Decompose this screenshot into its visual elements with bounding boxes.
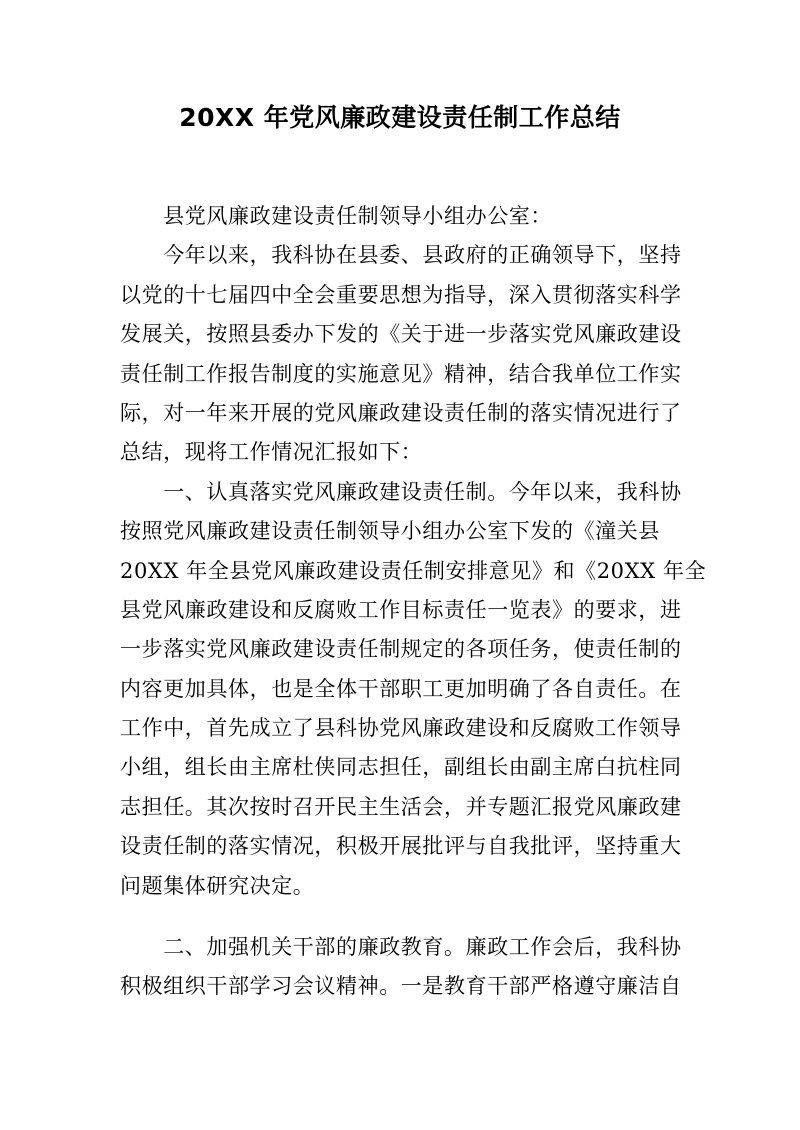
paragraph-line: 一、认真落实党风廉政建设责任制。今年以来，我科协 xyxy=(120,479,682,504)
paragraph-line: 工作中，首先成立了县科协党风廉政建设和反腐败工作领导 xyxy=(120,716,682,741)
paragraph-line: 发展关，按照县委办下发的《关于进一步落实党风廉政建设 xyxy=(120,322,682,347)
salutation-line: 县党风廉政建设责任制领导小组办公室： xyxy=(120,204,552,228)
paragraph-line: 内容更加具体，也是全体干部职工更加明确了各自责任。在 xyxy=(120,676,682,701)
paragraph-line: 二、加强机关干部的廉政教育。廉政工作会后，我科协 xyxy=(120,935,682,960)
paragraph-line: 总结，现将工作情况汇报如下： xyxy=(120,440,423,465)
document-title: 20XX 年党风廉政建设责任制工作总结 xyxy=(179,103,621,132)
paragraph-line: 一步落实党风廉政建设责任制规定的各项任务，使责任制的 xyxy=(120,637,682,662)
paragraph-line: 20XX 年全县党风廉政建设责任制安排意见》和《20XX 年全 xyxy=(120,558,707,583)
paragraph-gap xyxy=(120,906,695,928)
paragraph-line: 按照党风廉政建设责任制领导小组办公室下发的《潼关县 xyxy=(120,519,660,544)
paragraph-line: 县党风廉政建设和反腐败工作目标责任一览表》的要求，进 xyxy=(120,597,682,622)
paragraph-line: 问题集体研究决定。 xyxy=(120,873,315,898)
paragraph-line: 今年以来，我科协在县委、县政府的正确领导下，坚持 xyxy=(120,243,682,268)
paragraph-line: 小组，组长由主席杜侠同志担任，副组长由副主席白抗柱同 xyxy=(120,755,682,780)
paragraph-line: 以党的十七届四中全会重要思想为指导，深入贯彻落实科学 xyxy=(120,282,682,307)
paragraph-line: 积极组织干部学习会议精神。一是教育干部严格遵守廉洁自 xyxy=(120,974,682,999)
paragraph-line: 际，对一年来开展的党风廉政建设责任制的落实情况进行了 xyxy=(120,400,682,425)
paragraph-line: 志担任。其次按时召开民主生活会，并专题汇报党风廉政建 xyxy=(120,794,682,819)
paragraph-line: 责任制工作报告制度的实施意见》精神，结合我单位工作实 xyxy=(120,361,682,386)
document-body xyxy=(120,197,707,1007)
paragraph-line: 设责任制的落实情况，积极开展批评与自我批评，坚持重大 xyxy=(120,834,682,859)
